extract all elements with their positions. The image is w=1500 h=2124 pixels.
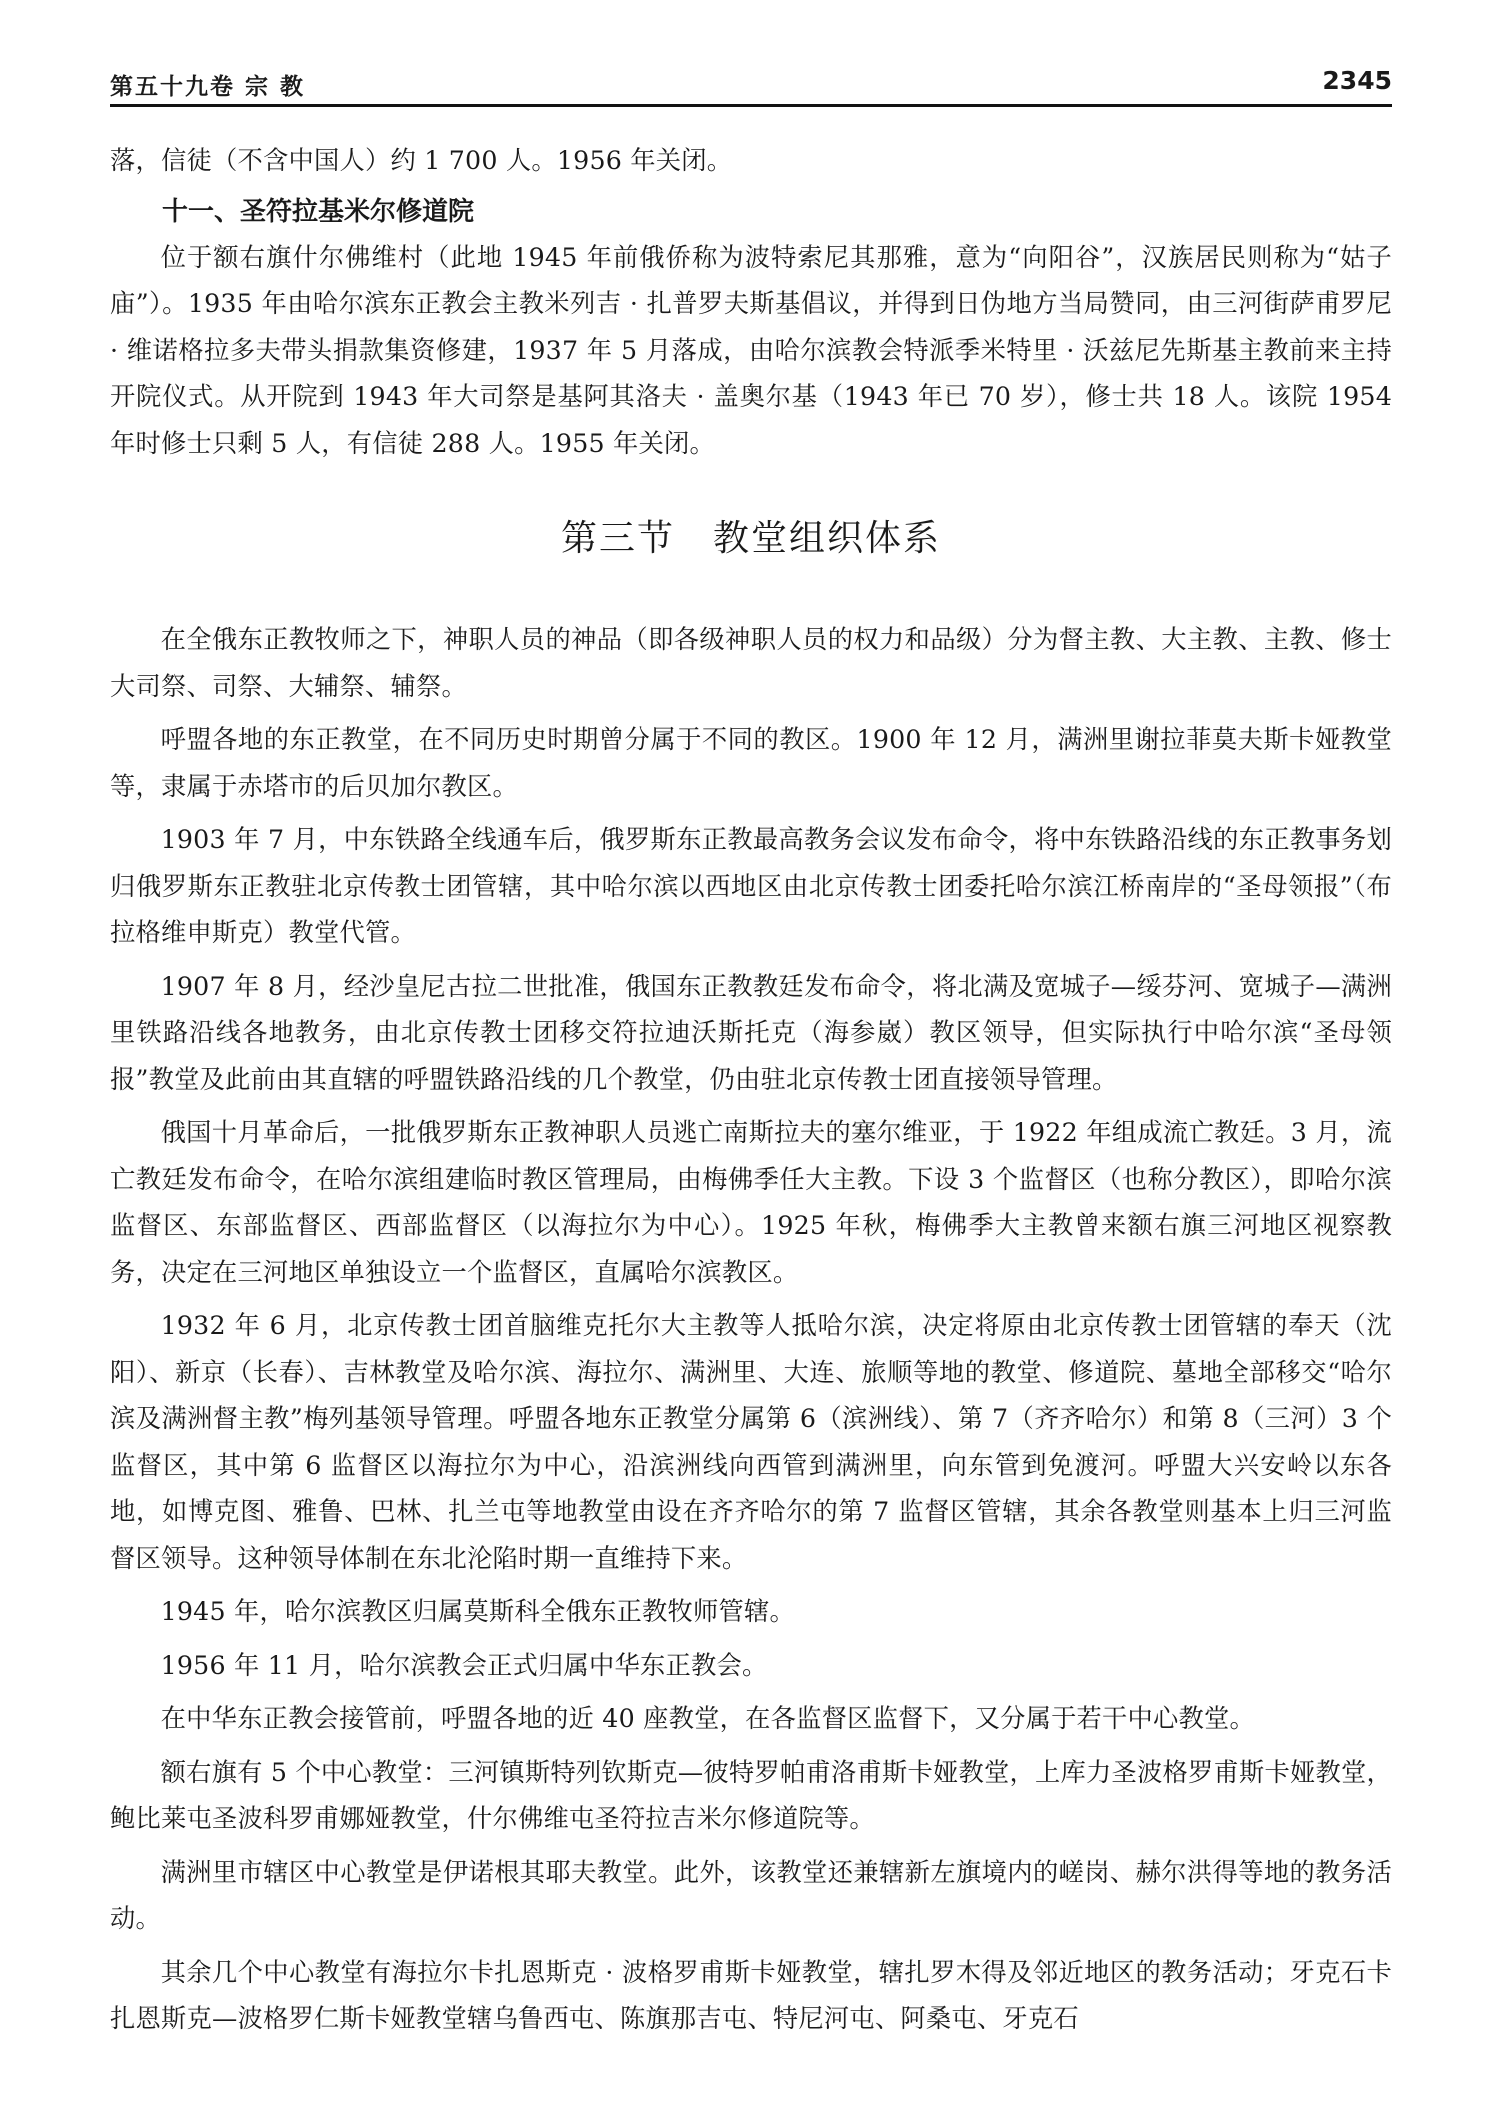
paragraph: 1945 年，哈尔滨教区归属莫斯科全俄东正教牧师管辖。 bbox=[160, 1597, 795, 1626]
paragraph: 呼盟各地的东正教堂，在不同历史时期曾分属于不同的教区。1900 年 12 月，满洲里谢拉菲莫夫斯卡娅教堂等，隶属于赤塔市的后贝加尔教区。 bbox=[110, 725, 1392, 801]
paragraph: 在中华东正教会接管前，呼盟各地的近 40 座教堂，在各监督区监督下，又分属于若干中心教堂。 bbox=[160, 1704, 1256, 1733]
paragraph: 1956 年 11 月，哈尔滨教会正式归属中华东正教会。 bbox=[160, 1650, 768, 1680]
section-title bbox=[110, 509, 1392, 569]
paragraph: 位于额右旗什尔佛维村（此地 1945 年前俄侨称为波特索尼其那雅，意为“向阳谷”，汉族居民则称为“姑子庙”）。1935 年由哈尔滨东正教会主教米列吉 · 扎普罗夫斯基倡议，并得到日伪地方当局赞同，由三河街萨甫罗尼 · 维诺格拉多夫带头捐款集资修建，1937 年 5 月落成，由哈尔滨教会特派季米特里 · 沃兹尼先斯基主教前来主持开院仪式。从开院到 1943 年大司祭是基阿其洛夫 · 盖奥尔基（1943 年已 70 岁），修士共 18 人。该院 1954 年时修士只剩 5 人，有信徒 288 人。1955 年关闭。 bbox=[110, 242, 1392, 458]
paragraph: 1907 年 8 月，经沙皇尼古拉二世批准，俄国东正教教廷发布命令，将北满及宽城子—绥芬河、宽城子—满洲里铁路沿线各地教务，由北京传教士团移交符拉迪沃斯托克（海参崴）教区领导，但实际执行中哈尔滨“圣母领报”教堂及此前由其直辖的呼盟铁路沿线的几个教堂，仍由驻北京传教士团直接领导管理。 bbox=[110, 971, 1392, 1094]
subsection-heading: 十一、圣符拉基米尔修道院 bbox=[162, 196, 475, 227]
paragraph: 其余几个中心教堂有海拉尔卡扎恩斯克 · 波格罗甫斯卡娅教堂，辖扎罗木得及邻近地区的教务活动；牙克石卡扎恩斯克—波格罗仁斯卡娅教堂辖乌鲁西屯、陈旗那吉屯、特尼河屯、阿桑屯、牙克石 bbox=[110, 1957, 1392, 2033]
running-header bbox=[110, 64, 1392, 107]
paragraph: 额右旗有 5 个中心教堂：三河镇斯特列钦斯克—彼特罗帕甫洛甫斯卡娅教堂，上库力圣波格罗甫斯卡娅教堂，鲍比莱屯圣波科罗甫娜娅教堂，什尔佛维屯圣符拉吉米尔修道院等。 bbox=[110, 1757, 1392, 1833]
section-name: 教堂组织体系 bbox=[713, 518, 942, 559]
page-number: 2345 bbox=[1322, 66, 1392, 95]
paragraph: 1903 年 7 月，中东铁路全线通车后，俄罗斯东正教最高教务会议发布命令，将中东铁路沿线的东正教事务划归俄罗斯东正教驻北京传教士团管辖，其中哈尔滨以西地区由北京传教士团委托哈尔滨江桥南岸的“圣母领报”（布拉格维申斯克）教堂代管。 bbox=[110, 825, 1392, 947]
paragraph: 在全俄东正教牧师之下，神职人员的神品（即各级神职人员的权力和品级）分为督主教、大主教、主教、修士大司祭、司祭、大辅祭、辅祭。 bbox=[110, 625, 1392, 701]
paragraph: 满洲里市辖区中心教堂是伊诺根其耶夫教堂。此外，该教堂还兼辖新左旗境内的嵯岗、赫尔洪得等地的教务活动。 bbox=[110, 1857, 1392, 1933]
paragraph: 俄国十月革命后，一批俄罗斯东正教神职人员逃亡南斯拉夫的塞尔维亚，于 1922 年组成流亡教廷。3 月，流亡教廷发布命令，在哈尔滨组建临时教区管理局，由梅佛季任大主教。下设 3 个监督区（也称分教区），即哈尔滨监督区、东部监督区、西部监督区（以海拉尔为中心）。1925 年秋，梅佛季大主教曾来额右旗三河地区视察教务，决定在三河地区单独设立一个监督区，直属哈尔滨教区。 bbox=[110, 1118, 1392, 1287]
volume-title: 第五十九卷 宗 教 bbox=[110, 74, 306, 100]
page-body bbox=[110, 138, 1392, 2043]
paragraph: 1932 年 6 月，北京传教士团首脑维克托尔大主教等人抵哈尔滨，决定将原由北京传教士团管辖的奉天（沈阳）、新京（长春）、吉林教堂及哈尔滨、海拉尔、满洲里、大连、旅顺等地的教堂、修道院、墓地全部移交“哈尔滨及满洲督主教”梅列基领导管理。呼盟各地东正教堂分属第 6（滨洲线）、第 7（齐齐哈尔）和第 8（三河）3 个监督区，其中第 6 监督区以海拉尔为中心，沿滨洲线向西管到满洲里，向东管到免渡河。呼盟大兴安岭以东各地，如博克图、雅鲁、巴林、扎兰屯等地教堂由设在齐齐哈尔的第 7 监督区管辖，其余各教堂则基本上归三河监督区领导。这种领导体制在东北沦陷时期一直维持下来。 bbox=[110, 1311, 1392, 1573]
section-number: 第三节 bbox=[560, 518, 675, 559]
paragraph-continued: 落，信徒（不含中国人）约 1 700 人。1956 年关闭。 bbox=[110, 146, 733, 175]
